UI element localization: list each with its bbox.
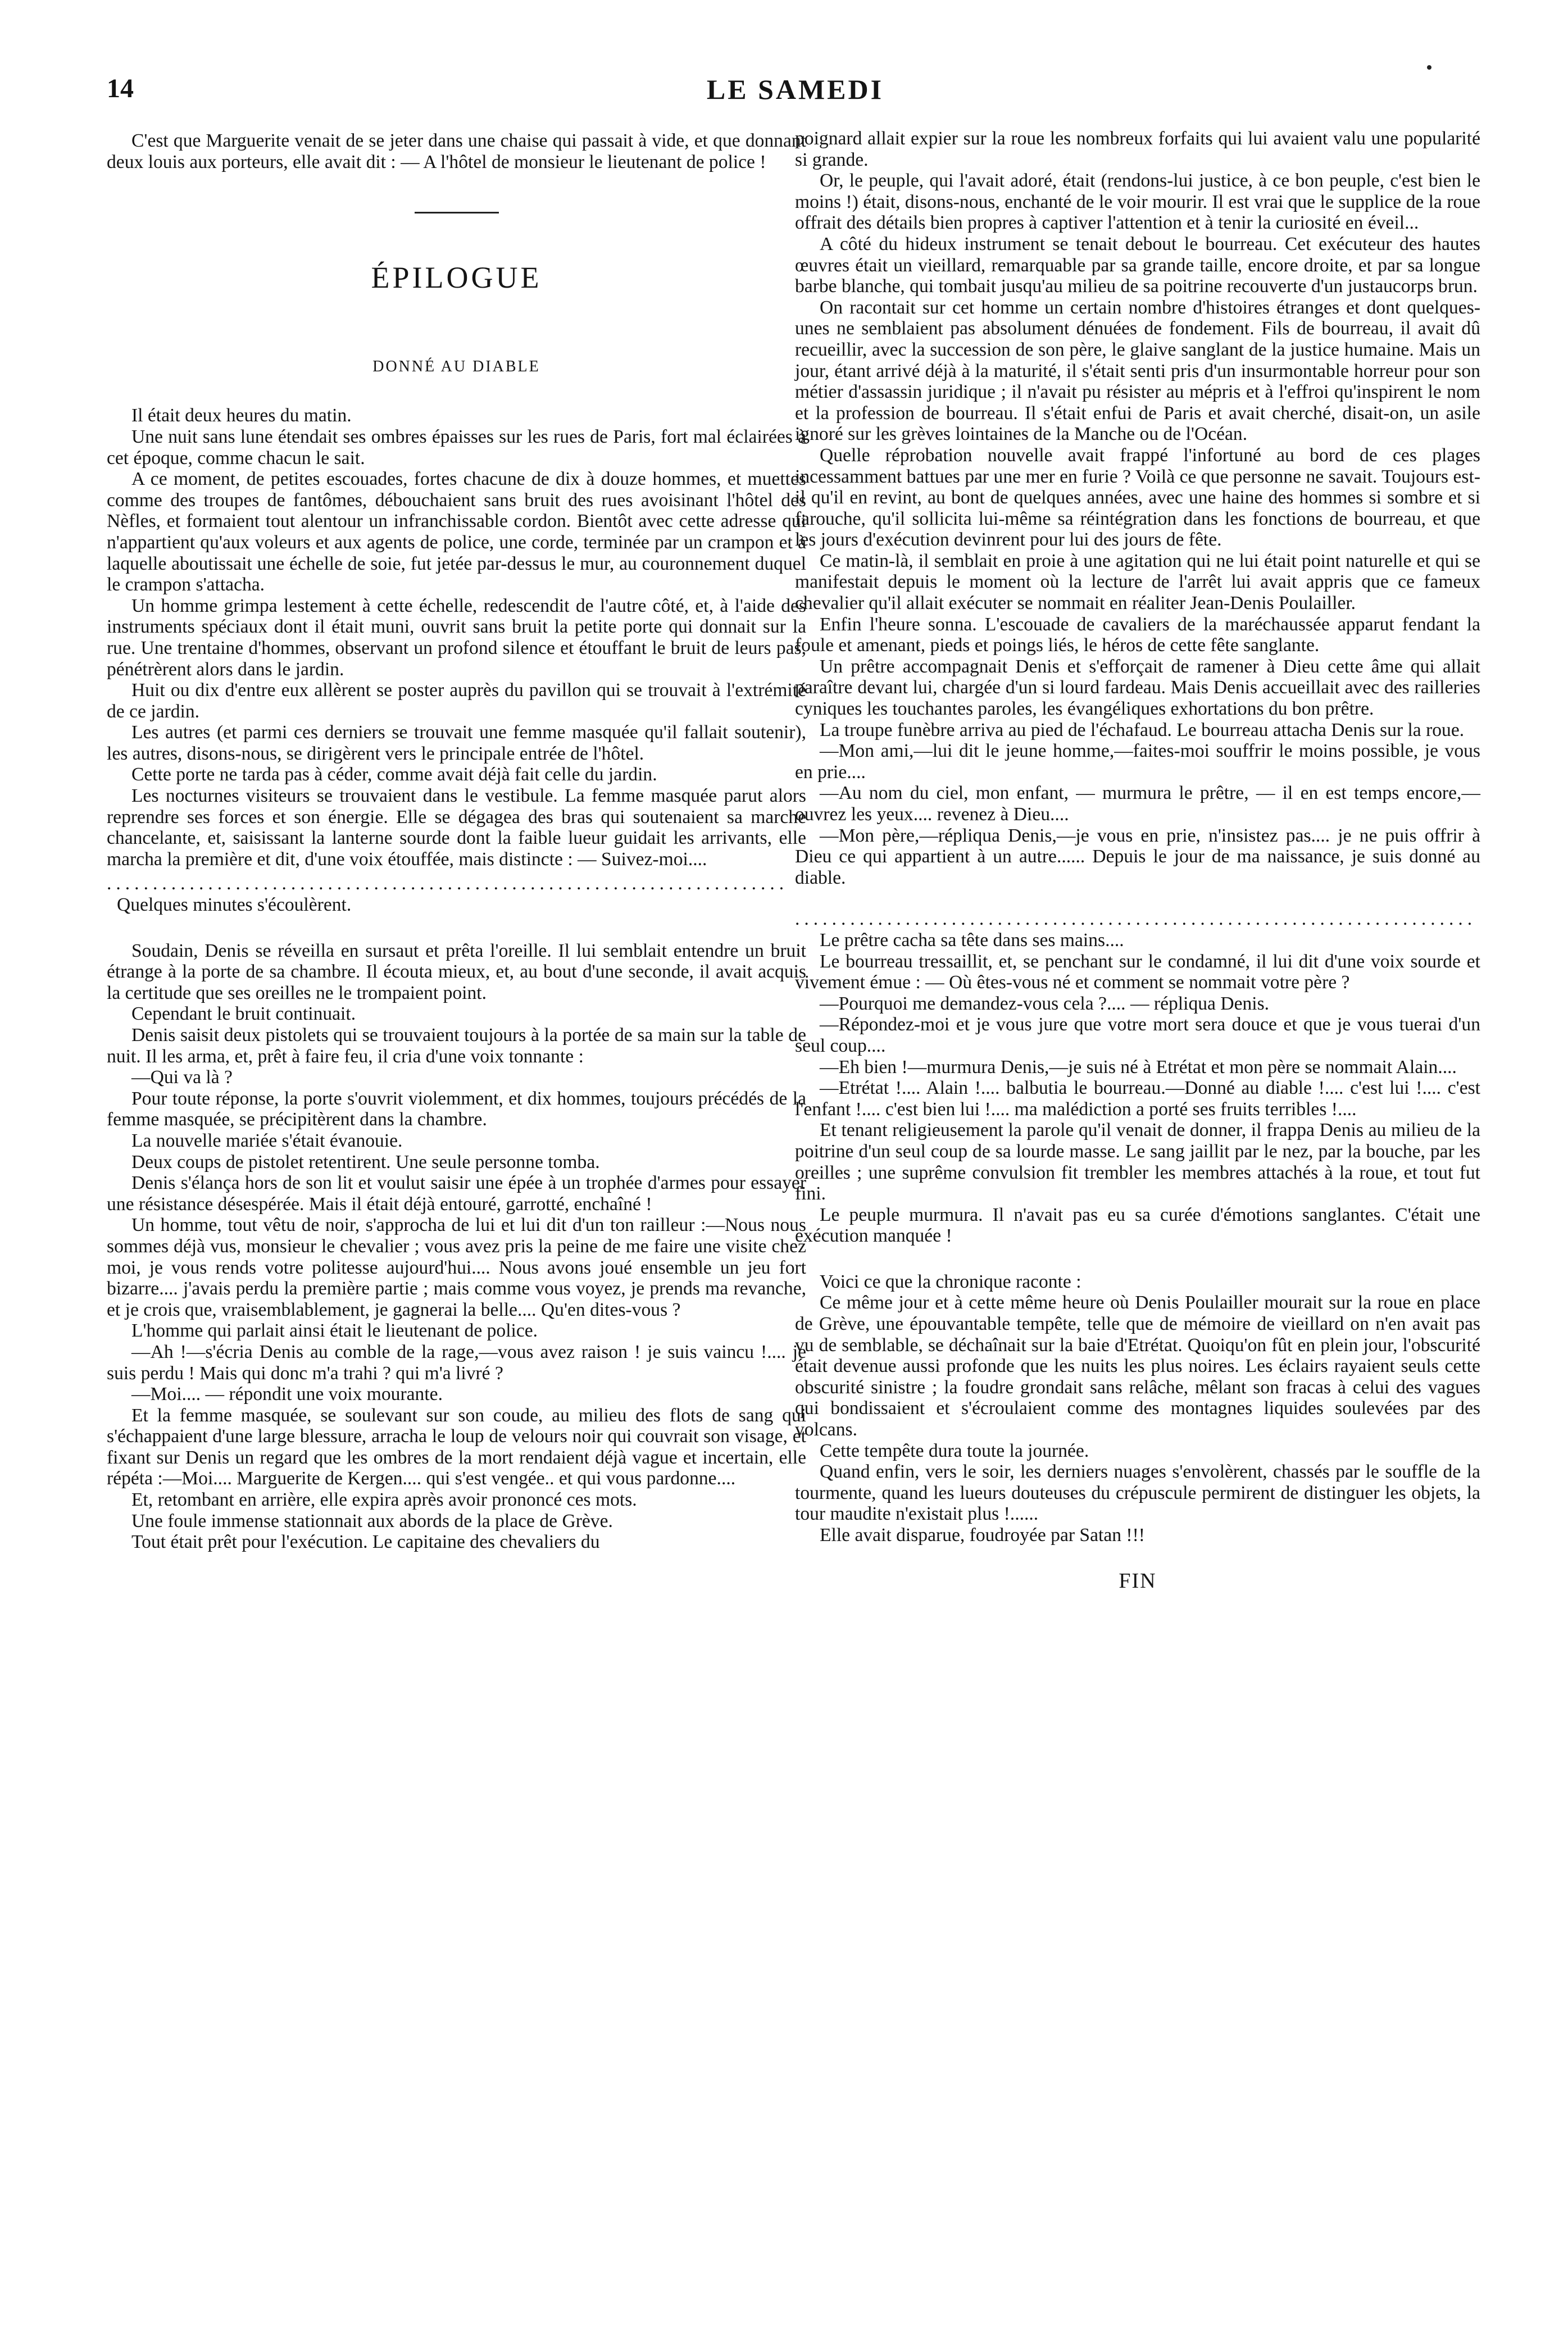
page-number: 14 [107,74,134,103]
right-column [795,128,1480,1592]
paragraph: C'est que Marguerite venait de se jeter dans une chaise qui passait à vide, et que donnant deux louis aux porteurs, elle avait dit : — A l'hôtel de monsieur le lieutenant de police ! [107,130,806,172]
paragraph: Les autres (et parmi ces derniers se trouvait une femme masquée qu'il fallait soutenir), les autres, disons-nous, se dirigèrent vers le principale entrée de l'hôtel. [107,722,806,764]
paragraph: On racontait sur cet homme un certain nombre d'histoires étranges et dont quelques-unes ne semblaient pas absolument dénuées de fondement. Fils de bourreau, il avait dû recueillir, avec la succession de son père, le glaive sanglant de la justice humaine. Mais un jour, étant arrivé déjà à la maturité, il s'était senti pris d'un insurmontable horreur pour son métier d'assassin juridique ; il n'avait pu résister au mépris et à l'effroi qu'inspirent le nom et la profession de bourreau. Il s'était enfui de Paris et avait cherché, disait-on, un asile ignoré sur les grèves lointaines de la Manche ou de l'Océan. [795,297,1480,445]
paragraph: Ce même jour et à cette même heure où Denis Poulailler mourait sur la roue en place de Grève, une épouvantable tempête, telle que de mémoire de vieillard on n'en avait pas vu de semblable, se déchaînait sur la baie d'Etrétat. Quoiqu'on fût en plein jour, l'obscurité était devenue aussi profonde que les nuits les plus noires. Les éclairs rayaient seuls cette obscurité sinistre ; la foudre grondait sans relâche, mêlant son fracas à celui des vagues qui bondissaient et s'écroulaient comme des montagnes liquides soulevées par des volcans. [795,1292,1480,1440]
dotted-separator: .......................................................................... [107,873,789,894]
paragraph-group-b [107,894,806,916]
paragraph: —Qui va là ? [131,1067,233,1088]
paragraph: —Pourquoi me demandez-vous cela ?.... — répliqua Denis. [820,993,1270,1014]
paragraph-group-a [107,405,806,870]
paragraph: Le peuple murmura. Il n'avait pas eu sa curée d'émotions sanglantes. C'était une exécution manquée ! [795,1204,1480,1247]
paragraph: Cette porte ne tarda pas à céder, comme avait déjà fait celle du jardin. [131,764,657,785]
paragraph: Une foule immense stationnait aux abords de la place de Grève. [131,1510,613,1531]
paragraph-group-b [795,930,1480,1247]
paragraph: —Mon père,—répliqua Denis,—je vous en prie, n'insistez pas.... je ne puis offrir à Dieu ce qui appartient à un autre...... Depuis le jour de ma naissance, je suis donné au diable. [795,825,1480,888]
paragraph: Pour toute réponse, la porte s'ouvrit violemment, et dix hommes, toujours précédés de la femme masquée, se précipitèrent dans la chambre. [107,1088,806,1130]
paragraph: Denis s'élança hors de son lit et voulut saisir une épée à un trophée d'armes pour essayer une résistance désespérée. Mais il était déjà entouré, garrotté, enchaîné ! [107,1172,806,1215]
spacer [795,1247,1480,1271]
paragraph: —Au nom du ciel, mon enfant, — murmura le prêtre, — il en est temps encore,—ouvrez les yeux.... revenez à Dieu.... [795,783,1480,825]
paragraph: La nouvelle mariée s'était évanouie. [131,1130,403,1151]
ink-speck [1427,65,1431,70]
epilogue-title: ÉPILOGUE [371,261,542,295]
paragraph: Elle avait disparue, foudroyée par Satan !!! [820,1525,1145,1546]
paragraph: Quand enfin, vers le soir, les derniers nuages s'envolèrent, chassés par le souffle de la tourmente, quand les lueurs douteuses du crépuscule permirent de distinguer les objets, la tour maudite n'existait plus !...... [795,1461,1480,1525]
paragraph-group-a [795,128,1480,888]
paragraph: Un homme, tout vêtu de noir, s'approcha de lui et lui dit d'un ton railleur :—Nous nous sommes déjà vus, monsieur le chevalier ; vous avez pris la peine de me faire une visite chez moi, je vous rends votre politesse aujourd'hui.... Nous avons joué ensemble un jeu fort bizarre.... j'avais perdu la première partie ; mais comme vous voyez, je prends ma revanche, et je crois que, vraisemblablement, je gagnerai la belle.... Qu'en dites-vous ? [107,1215,806,1320]
paragraph: —Répondez-moi et je vous jure que votre mort sera douce et que je vous tuerai d'un seul coup.... [795,1014,1480,1056]
section-divider [415,212,499,213]
paragraph: Quelques minutes s'écoulèrent. [117,894,352,916]
paragraph: poignard allait expier sur la roue les nombreux forfaits qui lui avaient valu une popularité si grande. [795,128,1480,170]
paragraph: L'homme qui parlait ainsi était le lieutenant de police. [131,1320,538,1342]
paragraph: —Moi.... — répondit une voix mourante. [131,1384,443,1405]
paragraph: Soudain, Denis se réveilla en sursaut et prêta l'oreille. Il lui semblait entendre un bruit étrange à la porte de sa chambre. Il écouta mieux, et, au bout d'une seconde, il avait acquis la certitude que ses oreilles ne le trompaient point. [107,940,806,1003]
paragraph: —Mon ami,—lui dit le jeune homme,—faites-moi souffrir le moins possible, je vous en prie.... [795,740,1480,783]
intro-block [107,130,806,172]
paragraph: La troupe funèbre arriva au pied de l'échafaud. Le bourreau attacha Denis sur la roue. [820,719,1465,740]
paragraph: Une nuit sans lune étendait ses ombres épaisses sur les rues de Paris, fort mal éclairées à cet époque, comme chacun le sait. [107,426,806,469]
paragraph: —Etrétat !.... Alain !.... balbutia le bourreau.—Donné au diable !.... c'est lui !.... c'est l'enfant !.... c'est bien lui !.... ma malédiction a porté ses fruits terribles !.... [795,1078,1480,1120]
paragraph: A côté du hideux instrument se tenait debout le bourreau. Cet exécuteur des hautes œuvres était un vieillard, remarquable par sa grande taille, encore droite, et par sa longue barbe blanche, qui tombait jusqu'au milieu de sa poitrine recouverte d'un justaucorps brun. [795,233,1480,297]
paragraph: Cependant le bruit continuait. [131,1003,356,1025]
paragraph: Cette tempête dura toute la journée. [820,1440,1089,1461]
paragraph: Voici ce que la chronique raconte : [820,1271,1081,1292]
paragraph: Deux coups de pistolet retentirent. Une seule personne tomba. [131,1151,600,1172]
paragraph: Et tenant religieusement la parole qu'il venait de donner, il frappa Denis au milieu de la poitrine d'un seul coup de sa lourde masse. Le sang jaillit par le nez, par la bouche, par les oreilles ; une suprême convulsion fit trembler les membres attachés à la roue, et tout fut fini. [795,1120,1480,1205]
paragraph: Un prêtre accompagnait Denis et s'efforçait de ramener à Dieu cette âme qui allait paraître devant lui, chargée d'un si lourd fardeau. Mais Denis accueillait avec des railleries cyniques les touchantes paroles, les évangéliques exhortations du bon prêtre. [795,656,1480,720]
paragraph: —Eh bien !—murmura Denis,—je suis né à Etrétat et mon père se nommait Alain.... [820,1056,1457,1078]
paragraph: Or, le peuple, qui l'avait adoré, était (rendons-lui justice, à ce bon peuple, c'est bien le moins !) était, disons-nous, enchanté de le voir mourir. Il est vrai que le supplice de la roue offrait des détails bien propres à captiver l'attention et à tenir la curiosité en éveil... [795,170,1480,234]
paragraph: Et la femme masquée, se soulevant sur son coude, au milieu des flots de sang qui s'échappaient d'une large blessure, arracha le loup de velours noir qui couvrait son visage, et fixant sur Denis un regard que les ombres de la mort rendaient déjà vague et incertain, elle répéta :—Moi.... Marguerite de Kergen.... qui s'est vengée.. et qui vous pardonne.... [107,1405,806,1489]
paragraph: Le prêtre cacha sa tête dans ses mains.... [820,929,1124,951]
paragraph: Denis saisit deux pistolets qui se trouvaient toujours à la portée de sa main sur la table de nuit. Il les arma, et, prêt à faire feu, il cria d'une voix tonnante : [107,1025,806,1067]
paragraph: Quelle réprobation nouvelle avait frappé l'infortuné au bord de ces plages incessamment battues par une mer en furie ? Voilà ce que personne ne savait. Toujours est-il qu'il en revint, au bont de quelques années, avec une haine des hommes si sombre et si farouche, qu'il sollicita lui-même sa réintégration dans les fonctions de bourreau, et que les jours d'exécution devinrent pour lui des jours de fête. [795,444,1480,551]
end-mark: FIN [1119,1569,1157,1593]
paragraph: Huit ou dix d'entre eux allèrent se poster auprès du pavillon qui se trouvait à l'extrémité de ce jardin. [107,680,806,722]
spacer [107,916,806,940]
paragraph: —Ah !—s'écria Denis au comble de la rage,—vous avez raison ! je suis vaincu !.... je suis perdu ! Mais qui donc m'a trahi ? qui m'a livré ? [107,1341,806,1384]
paragraph: Le bourreau tressaillit, et, se penchant sur le condamné, il lui dit d'une voix sourde et vivement émue : — Où êtes-vous né et comment se nommait votre père ? [795,951,1480,993]
paragraph: A ce moment, de petites escouades, fortes chacune de dix à douze hommes, et muettes comme des troupes de fantômes, débouchaient sans bruit des rues avoisinant l'hôtel des Nèfles, et formaient tout alentour un infranchissable cordon. Bientôt avec cette adresse qui n'appartient qu'aux voleurs et aux agents de police, une corde, terminée par un crampon et à laquelle aboutissait une échelle de soie, fut jetée par-dessus le mur, au couronnement duquel le crampon s'attacha. [107,469,806,596]
paragraph: Ce matin-là, il semblait en proie à une agitation qui ne lui était point naturelle et qui se manifestait depuis le moment où la lecture de l'arrêt lui avait appris que ce fameux chevalier qu'il allait exécuter se nommait en réaliter Jean-Denis Poulailler. [795,550,1480,614]
page-header [107,73,1484,124]
spacer [795,888,1480,905]
paragraph: Enfin l'heure sonna. L'escouade de cavaliers de la maréchaussée apparut fendant la foule et amenant, pieds et poings liés, le héros de cette fête sanglante. [795,613,1480,656]
epilogue-subtitle: DONNÉ AU DIABLE [372,357,540,375]
paragraph: Les nocturnes visiteurs se trouvaient dans le vestibule. La femme masquée parut alors reprendre ses forces et son énergie. Elle se dégagea des bras qui soutenaient sa marche chancelante, et, saisissant la lanterne sourde dont la faible lueur guidait les arrivants, elle marcha la première et dit, d'une voix étouffée, mais distincte : — Suivez-moi.... [107,785,806,870]
paragraph: Un homme grimpa lestement à cette échelle, redescendit de l'autre côté, et, à l'aide des instruments spéciaux dont il était muni, ouvrit sans bruit la petite porte qui donnait sur la rue. Une trentaine d'hommes, observant un profond silence et étouffant le bruit de leurs pas, pénétrèrent alors dans le jardin. [107,595,806,680]
running-title: LE SAMEDI [706,74,884,105]
paragraph-group-c [795,1271,1480,1546]
dotted-separator: .......................................................................... [795,908,1477,930]
left-column [107,130,806,1553]
paragraph: Tout était prêt pour l'exécution. Le capitaine des chevaliers du [131,1531,600,1553]
paragraph: Et, retombant en arrière, elle expira après avoir prononcé ces mots. [131,1489,637,1511]
paragraph: Il était deux heures du matin. [131,405,352,426]
paragraph-group-c [107,940,806,1553]
